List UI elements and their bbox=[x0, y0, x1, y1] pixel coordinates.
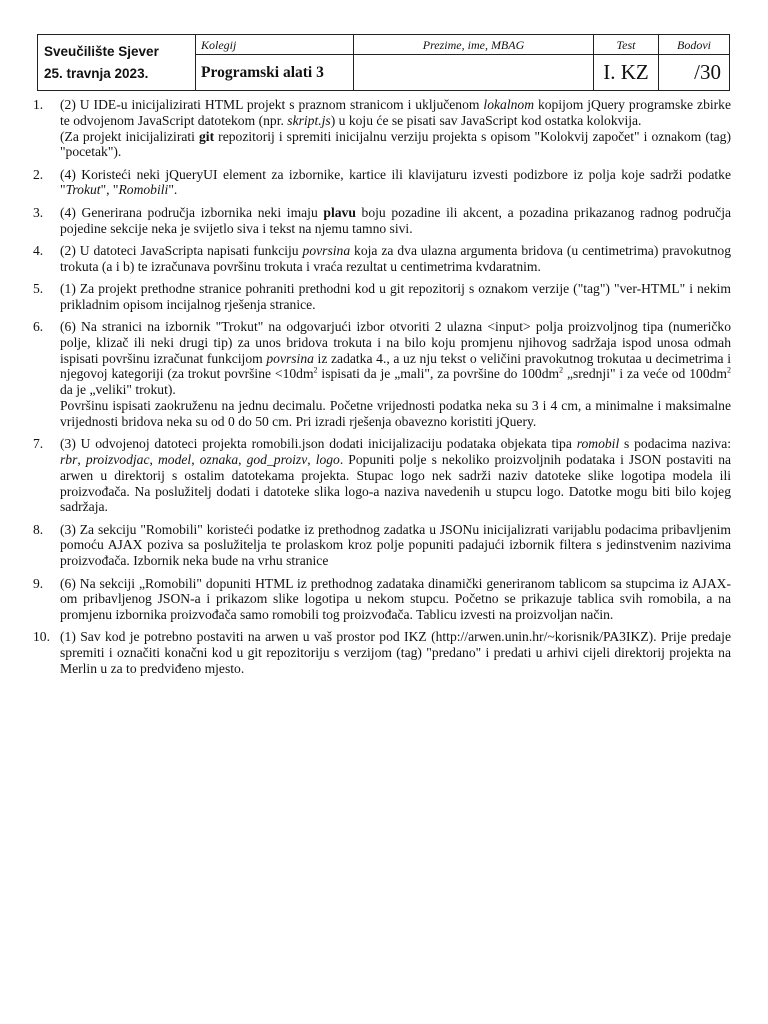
task-item bbox=[33, 167, 731, 199]
task-text: (1) Sav kod je potrebno postaviti na arwen u vaš prostor pod IKZ (http://arwen.unin.hr/~korisnik/PA3IKZ). Prije predaje spremiti i označiti konačni kod u git repozitoriju s verzijom (tag) "predano" i predati u arhivi cijeli direktorij projekta na Merlin u za to predviđeno mjesto. bbox=[60, 629, 731, 676]
course-name: Programski alati 3 bbox=[196, 55, 354, 91]
task-text: (2) U datoteci JavaScripta napisati funkciju povrsina koja za dva ulazna argumenta bridova (u centimetrima) pravokutnog trokuta (a i b) te izračunava površinu trokuta i vraća rezultat u centimetrima kvdaratnim. bbox=[60, 242, 731, 274]
exam-header bbox=[37, 34, 730, 91]
task-number: 6. bbox=[33, 319, 44, 335]
task-text: (4) Generirana područja izbornika neki imaju plavu boju pozadine ili akcent, a pozadina prikazanog radnog područja pojedine sekcije neka je svijetlo siva i tekst na njemu tamno sivi. bbox=[60, 204, 732, 236]
task-number: 5. bbox=[33, 280, 44, 296]
task-number: 7. bbox=[33, 436, 44, 452]
task-text: (3) Za sekciju "Romobili" koristeći podatke iz prethodnog zadatka u JSONu inicijalizrati varijablu podacima pribavljenim pomoću AJAX poziva sa poslužitelja te prolaskom kroz polje popuniti padajući izbornik filtera s jedinstvenim nazivima proizvođača. Izbornik neka bude na vrhu stranice bbox=[60, 521, 731, 569]
task-number: 8. bbox=[33, 521, 44, 537]
school-name: Sveučilište Sjever bbox=[44, 43, 159, 59]
name-label: Prezime, ime, MBAG bbox=[354, 35, 594, 55]
task-item bbox=[33, 281, 731, 313]
task-item bbox=[33, 97, 731, 160]
task-number: 2. bbox=[33, 166, 44, 182]
task-item bbox=[33, 205, 731, 237]
task-number: 9. bbox=[33, 575, 44, 591]
task-item bbox=[33, 436, 731, 515]
test-name: I. KZ bbox=[594, 55, 659, 91]
task-number: 10. bbox=[33, 629, 50, 645]
task-text: (3) U odvojenoj datoteci projekta romobili.json dodati inicijalizaciju podataka objekata tipa romobil s podacima naziva: rbr, proizvodjac, model, oznaka, god_proizv, logo. Popuniti polje s nekoliko proizvoljnih podataka i JSON postaviti na arwen u direktorij s ostalim datotekama projekta. Stupac logo nek sadrži naziv datoteke slike logotipa modela ili proizvođača. Na poslužitelj dodati i datoteke slika logo-a naziva navedenih u stupcu logo. Datotke mogu biti bilo kojeg sadržaja. bbox=[60, 436, 732, 515]
task-text: (6) Na sekciji „Romobili" dopuniti HTML iz prethodnog zadataka dinamički generiranom tablicom sa stupcima iz AJAX-om pribavljenog JSON-a i prikazom slike logotipa u nekom stupcu. Početno se prikazuje tablica svih romobila, a na promjenu izbornika proizvođača samo romobili tog proizvođača. Tablicu izvesti na proizvoljan način. bbox=[60, 575, 731, 623]
task-item bbox=[33, 576, 731, 623]
task-number: 4. bbox=[33, 242, 44, 258]
task-number: 3. bbox=[33, 204, 44, 220]
points-total: /30 bbox=[659, 55, 730, 91]
test-label: Test bbox=[594, 35, 659, 55]
task-item bbox=[33, 629, 731, 676]
task-list bbox=[33, 97, 731, 683]
task-text: (4) Koristeći neki jQueryUI element za izbornike, kartice ili klavijaturu izvesti podizbore iz polja koje sadrži podatke "Trokut", "Romobili". bbox=[60, 166, 731, 198]
task-item bbox=[33, 522, 731, 569]
student-name-field[interactable] bbox=[354, 55, 594, 91]
exam-date: 25. travnja 2023. bbox=[44, 65, 149, 81]
course-label: Kolegij bbox=[196, 35, 354, 55]
task-item bbox=[33, 243, 731, 275]
task-text: (2) U IDE-u inicijalizirati HTML projekt s praznom stranicom i uključenom lokalnom kopijom jQuery programske zbirke te odvojenom JavaScript datotekom (npr. skript.js) u koju će se pisati sav JavaScript kod ostatka kolokvija. (Za projekt inicijalizirati git repozitorij i spremiti inicijalnu verziju projekta s opisom "Kolokvij započet" i oznakom (tag) "pocetak"). bbox=[60, 97, 732, 160]
task-number: 1. bbox=[33, 97, 44, 112]
school-cell bbox=[38, 35, 196, 91]
task-text: (1) Za projekt prethodne stranice pohraniti prethodni kod u git repozitorij s oznakom verzije ("tag") "ver-HTML" i nekim prikladnim opisom incijalnog rješenja stranice. bbox=[60, 280, 731, 312]
points-label: Bodovi bbox=[659, 35, 730, 55]
task-item bbox=[33, 319, 731, 430]
task-text: (6) Na stranici na izbornik "Trokut" na odgovarjući izbor otvoriti 2 ulazna <input> polja proizvoljnog tipa (numeričko polje, klizač ili neki drugi tip) za unos bridova trokuta i na bilo koju promjenu njihovog sadržaja ispod unosa odmah ispisati površinu izračunat funkcijom povrsina iz zadatka 4., a uz nju tekst o veličini pravokutnog trokutaa u decimetrima i njegovoj kategoriji (za trokut površine $<10dm^2$ ispisati da je „mali", za površine do $100dm^2$ „srednji" i za veće od $100dm^2$ da je „veliki" trokut). Površinu ispisati zaokruženu na jednu decimalu. Početne vrijednosti podatka neka su 3 i 4 cm, a minimalne i maksimalne vrijednosti bridova neka su od 0 do 50 cm. Pri izradi rješenja obavezno koristiti jQuery. bbox=[60, 319, 731, 429]
